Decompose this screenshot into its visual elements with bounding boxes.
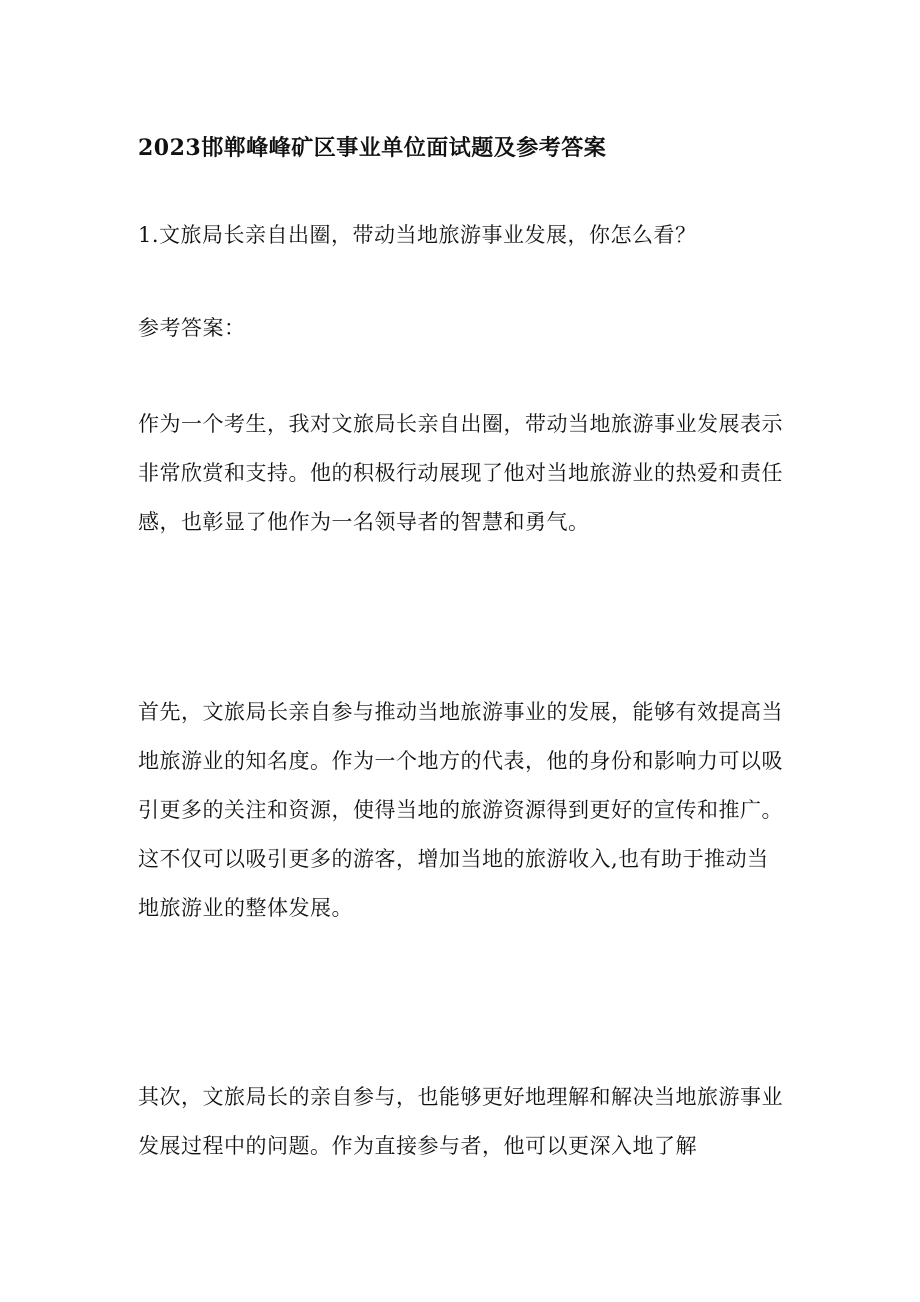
paragraph-line: 发展过程中的问题。作为直接参与者，他可以更深入地了解 xyxy=(138,1134,697,1158)
paragraph-line: 感，也彰显了他作为一名领导者的智慧和勇气。 xyxy=(138,510,590,534)
paragraph-line: 地旅游业的知名度。作为一个地方的代表，他的身份和影响力可以吸 xyxy=(138,749,783,773)
document-title: 2023邯郸峰峰矿区事业单位面试题及参考答案 xyxy=(138,135,607,161)
paragraph-line: 引更多的关注和资源，使得当地的旅游资源得到更好的宣传和推广。 xyxy=(138,798,783,822)
paragraph-line: 非常欣赏和支持。他的积极行动展现了他对当地旅游业的热爱和责任 xyxy=(138,461,783,485)
paragraph-line: 其次，文旅局长的亲自参与，也能够更好地理解和解决当地旅游事业 xyxy=(138,1085,783,1109)
paragraph-line: 首先，文旅局长亲自参与推动当地旅游事业的发展，能够有效提高当 xyxy=(138,700,783,724)
paragraph-line: 地旅游业的整体发展。 xyxy=(138,896,353,920)
paragraph-line: 作为一个考生，我对文旅局长亲自出圈，带动当地旅游事业发展表示 xyxy=(138,412,783,436)
paragraph-line: 这不仅可以吸引更多的游客，增加当地的旅游收入,也有助于推动当 xyxy=(138,847,769,871)
question-text: 1.文旅局长亲自出圈，带动当地旅游事业发展，你怎么看？ xyxy=(138,223,697,247)
answer-label: 参考答案： xyxy=(138,316,246,340)
